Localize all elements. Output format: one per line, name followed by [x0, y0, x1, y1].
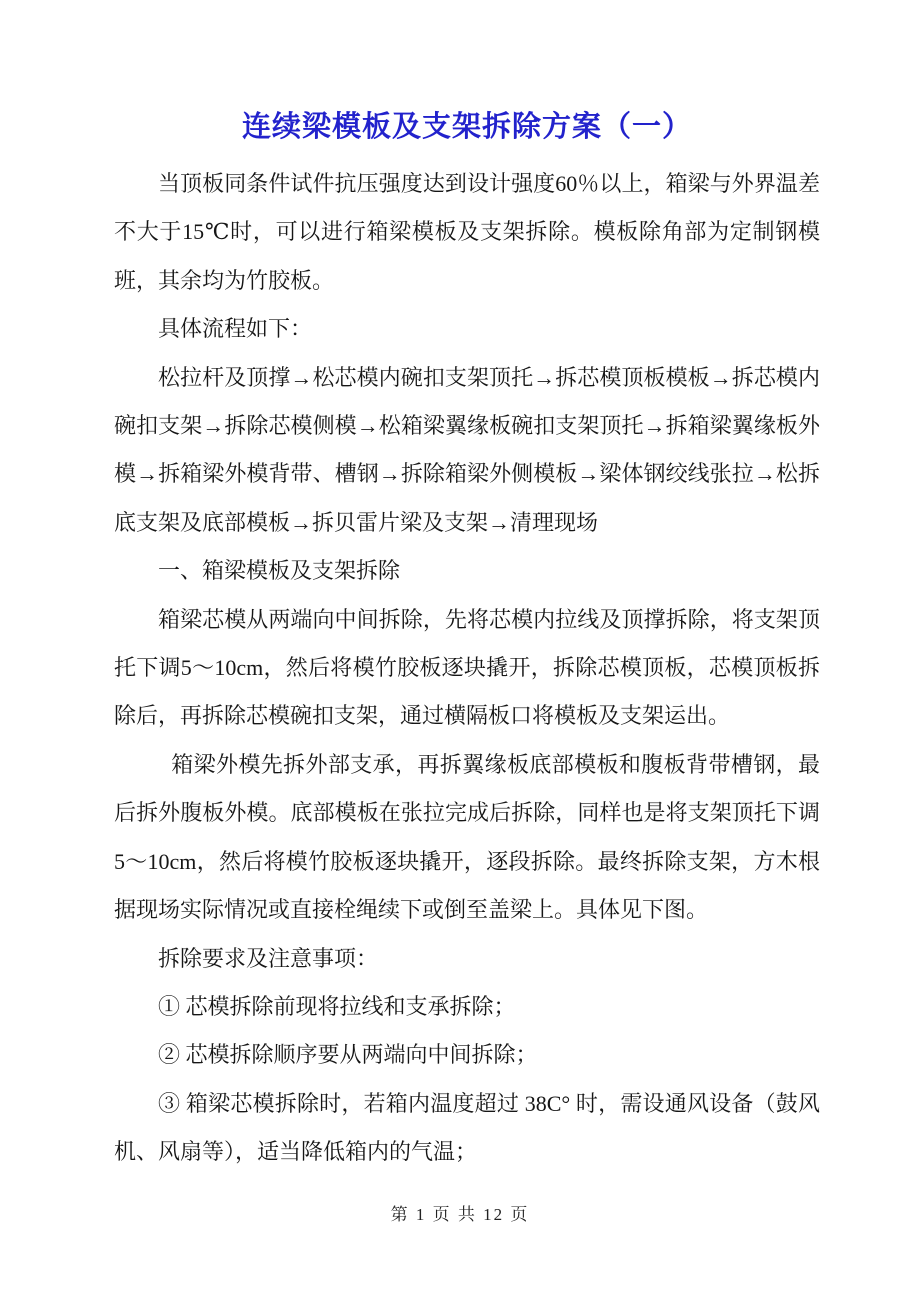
section-heading-box-girder-removal: 一、箱梁模板及支架拆除 — [158, 558, 401, 584]
note-item-1: ① 芯模拆除前现将拉线和支承拆除； — [158, 993, 516, 1019]
paragraph-flow-intro: 具体流程如下： — [158, 316, 313, 342]
page-number-footer: 第 1 页 共 12 页 — [390, 1205, 530, 1224]
paragraph-process-flow: 松拉杆及顶撑→松芯模内碗扣支架顶托→拆芯模顶板模板→拆芯模内碗扣支架→拆除芯模侧模→松箱梁翼缘板碗扣支架顶托→拆箱梁翼缘板外模→拆箱梁外模背带、槽钢→拆除箱梁外侧模板→梁体钢绞线张拉→松拆底支架及底部模板→拆贝雷片梁及支架→清理现场 — [114, 364, 820, 535]
paragraph-strength-conditions: 当顶板同条件试件抗压强度达到设计强度60％以上，箱梁与外界温差不大于15℃时，可以进行箱梁模板及支架拆除。模板除角部为定制钢模班，其余均为竹胶板。 — [114, 171, 820, 293]
paragraph-core-mold-removal: 箱梁芯模从两端向中间拆除，先将芯模内拉线及顶撑拆除，将支架顶托下调5～10cm，然后将模竹胶板逐块撬开，拆除芯模顶板，芯模顶板拆除后，再拆除芯模碗扣支架，通过横隔板口将模板及支架运出。 — [114, 606, 820, 729]
document-content — [114, 102, 820, 1177]
document-title: 连续梁模板及支架拆除方案（一） — [241, 111, 692, 143]
paragraph-notes-heading: 拆除要求及注意事项： — [158, 945, 379, 971]
paragraph-outer-mold-removal: 箱梁外模先拆外部支承，再拆翼缘板底部模板和腹板背带槽钢，最后拆外腹板外模。底部模板在张拉完成后拆除，同样也是将支架顶托下调5～10cm，然后将模竹胶板逐块撬开，逐段拆除。最终拆除支架，方木根据现场实际情况或直接栓绳续下或倒至盖梁上。具体见下图。 — [114, 751, 820, 923]
note-item-3: ③ 箱梁芯模拆除时，若箱内温度超过 38C° 时，需设通风设备（鼓风机、风扇等），适当降低箱内的气温； — [114, 1090, 820, 1165]
note-item-2: ② 芯模拆除顺序要从两端向中间拆除； — [158, 1042, 538, 1068]
